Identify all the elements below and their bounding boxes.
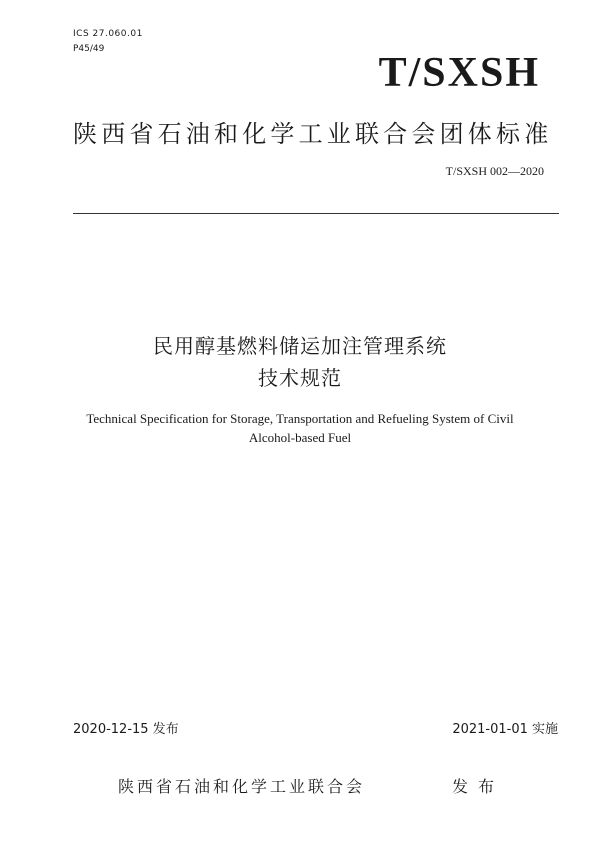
document-title-cn-line2: 技术规范 xyxy=(258,366,342,390)
publisher-name: 陕西省石油和化学工业联合会 xyxy=(118,777,366,796)
standard-number: T/SXSH 002—2020 xyxy=(445,164,544,178)
issue-date: 2020-12-15 发布 xyxy=(73,722,179,737)
document-title-cn-line1: 民用醇基燃料储运加注管理系统 xyxy=(153,334,447,358)
implementation-date: 2021-01-01 实施 xyxy=(452,722,558,737)
standard-code-logo: T/SXSH xyxy=(378,50,540,96)
document-title-en-line1: Technical Specification for Storage, Transportation and Refueling System of Civil xyxy=(86,411,514,426)
organization-standard-title: 陕西省石油和化学工业联合会团体标准 xyxy=(73,120,553,148)
ccs-code: P45/49 xyxy=(73,44,105,54)
header-divider xyxy=(73,213,559,214)
document-title-en-line2: Alcohol-based Fuel xyxy=(248,430,352,445)
publish-label: 发布 xyxy=(452,777,505,796)
ics-code: ICS 27.060.01 xyxy=(73,29,143,39)
